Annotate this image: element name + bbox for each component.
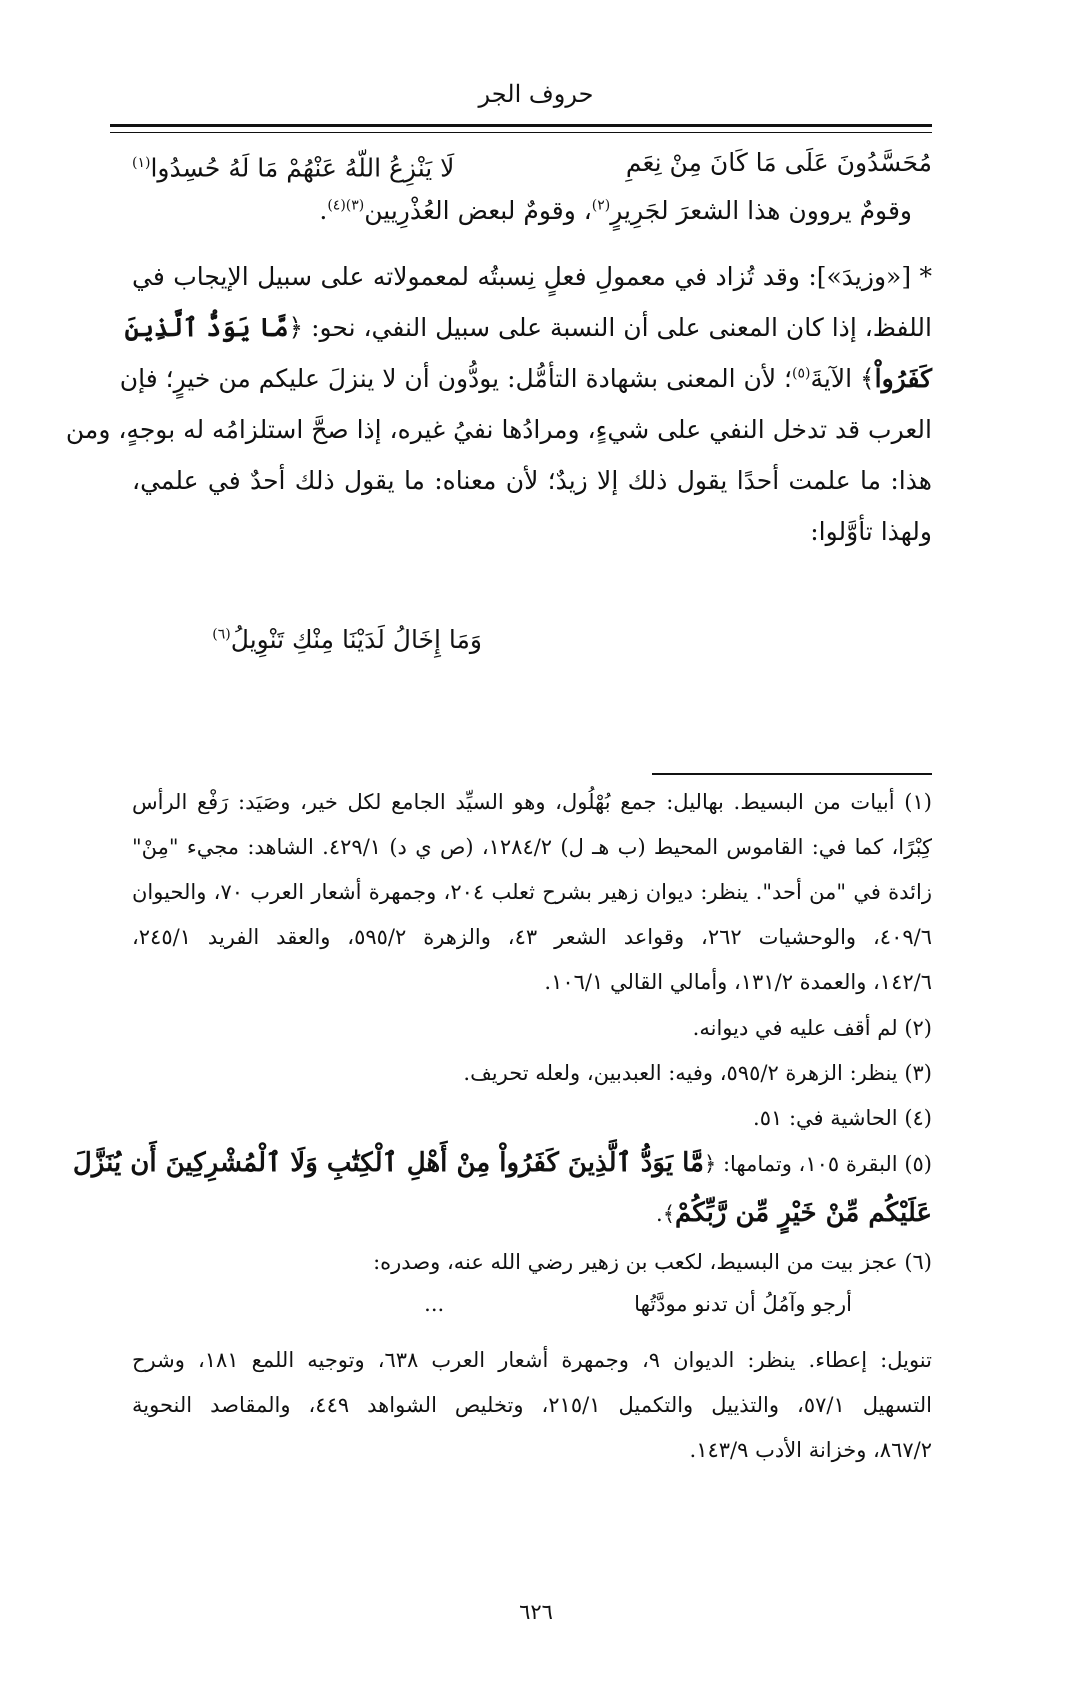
verse-1: [132, 138, 932, 188]
footnote-line: (١) أبيات من البسيط. بهاليل: جمع بُهْلُول، وهو السيِّد الجامع لكل خير، وصَيَد: رَفْع الرأس: [132, 790, 932, 814]
footnote-2: (٢) لم أقف عليه في ديوانه.: [692, 1016, 932, 1040]
page-number: ٦٢٦: [519, 1600, 553, 1624]
verse-1-hemistich-left: لَا يَنْزِعُ اللّهُ عَنْهُمْ مَا لَهُ حُسِدُوا$^{(١)}$: [132, 153, 455, 183]
paragraph-line: كَفَرُواْ﴾ الآيةَ$^{(٥)}$؛ لأن المعنى بشهادة التأمُّل: يودُّون أن لا ينزلَ عليكم من خيرٍ؛ فإن: [119, 364, 932, 393]
verse-2: وَمَا إِخَالُ لَدَيْنَا مِنْكِ تَنْوِيلُ$^{(٦)}$: [212, 625, 482, 654]
footnote-6-verse: أرجو وآمُلُ أن تدنو مودَّتُها ...: [424, 1292, 852, 1316]
footnote-line: زائدة في "من أحد". ينظر: ديوان زهير بشرح ثعلب ٢٠٤، وجمهرة أشعار العرب ٧٠، والحيوان: [132, 880, 933, 904]
footnote-5-line: عَلَيْكُم مِّنْ خَيْرٍ مِّن رَّبِّكُمْ﴾.: [656, 1198, 932, 1228]
paragraph-line: ولهذا تأوَّلوا:: [810, 517, 932, 546]
footnote-5-line: (٥) البقرة ١٠٥، وتمامها: ﴿مَّا يَوَدُّ ٱلَّذِينَ كَفَرُواْ مِنْ أَهْلِ ٱلْكِتَٰبِ وَلَا ٱلْمُشْرِكِينَ أَن يُنَزَّلَ: [72, 1148, 932, 1178]
paragraph-line: اللفظ، إذا كان المعنى على أن النسبة على سبيل النفي، نحو: ﴿مَّا يَوَدُّ ٱلَّذِينَ: [124, 313, 932, 342]
running-header: حروف الجر: [478, 80, 594, 108]
footnote-line: ٤٠٩/٦، والوحشيات ٢٦٢، وقواعد الشعر ٤٣، والزهرة ٥٩٥/٢، والعقد الفريد ٢٤٥/١،: [132, 925, 932, 949]
quran-text: مَّا يَوَدُّ ٱلَّذِينَ كَفَرُواْ مِنْ أَهْلِ ٱلْكِتَٰبِ وَلَا ٱلْمُشْرِكِينَ أَن يُنَزَّلَ: [72, 1148, 704, 1178]
quran-text: عَلَيْكُم مِّنْ خَيْرٍ مِّن رَّبِّكُمْ: [675, 1198, 932, 1228]
footnote-ref: (٣)(٤): [327, 197, 365, 214]
paragraph-line: العرب قد تدخل النفي على شيءٍ، ومرادُها نفيُ غيره، إذا صحَّ استلزامُه له بوجهٍ، ومن: [65, 415, 932, 444]
footnote-4: (٤) الحاشية في: ٥١.: [753, 1106, 932, 1130]
footnote-ref: (١): [132, 155, 151, 171]
poet-attribution: وقومٌ يروون هذا الشعرَ لجَرِيرٍ$^{(٢)}$، وقومٌ لبعض العُذْرِيين$^{(٣)(٤)}$.: [319, 196, 912, 225]
verse-1-hemistich-right: مُحَسَّدُونَ عَلَى مَا كَانَ مِنْ نِعَمِ: [625, 148, 932, 177]
footnote-line: ٨٦٧/٢، وخزانة الأدب ١٤٣/٩.: [689, 1438, 932, 1462]
footnote-6: (٦) عجز بيت من البسيط، لكعب بن زهير رضي الله عنه، وصدره:: [373, 1250, 932, 1274]
quran-text: كَفَرُواْ: [874, 364, 932, 393]
footnote-line: تنويل: إعطاء. ينظر: الديوان ٩، وجمهرة أشعار العرب ٦٣٨، وتوجيه اللمع ١٨١، وشرح: [132, 1348, 932, 1372]
footnote-3: (٣) ينظر: الزهرة ٥٩٥/٢، وفيه: العبدبين، ولعله تحريف.: [463, 1061, 932, 1085]
quran-text: مَّا يَوَدُّ ٱلَّذِينَ: [124, 313, 289, 342]
footnote-ref: (٥): [791, 365, 811, 382]
footnote-separator: [652, 773, 932, 775]
footnote-line: كِبْرًا، كما في: القاموس المحيط (ب هـ ل) ١٢٨٤/٢، (ص ي د) ٤٢٩/١. الشاهد: مجيء "مِنْ": [132, 835, 933, 859]
footnote-ref: (٢): [591, 197, 611, 214]
header-rule-thin: [110, 132, 932, 133]
paragraph-line: * [«وزيدَ»]: وقد تُزاد في معمولِ فعلٍ نِسبتُه لمعمولاته على سبيل الإيجاب في: [132, 262, 932, 291]
ellipsis: ...: [424, 1292, 445, 1316]
footnote-line: ١٤٢/٦، والعمدة ١٣١/٢، وأمالي القالي ١٠٦/١.: [544, 970, 932, 994]
footnote-ref: (٦): [212, 626, 231, 643]
header-rule-thick: [110, 124, 932, 127]
paragraph-line: هذا: ما علمت أحدًا يقول ذلك إلا زيدٌ؛ لأن معناه: ما يقول ذلك أحدٌ في علمي،: [132, 466, 932, 495]
footnote-line: التسهيل ٥٧/١، والتذييل والتكميل ٢١٥/١، وتخليص الشواهد ٤٤٩، والمقاصد النحوية: [132, 1393, 932, 1417]
